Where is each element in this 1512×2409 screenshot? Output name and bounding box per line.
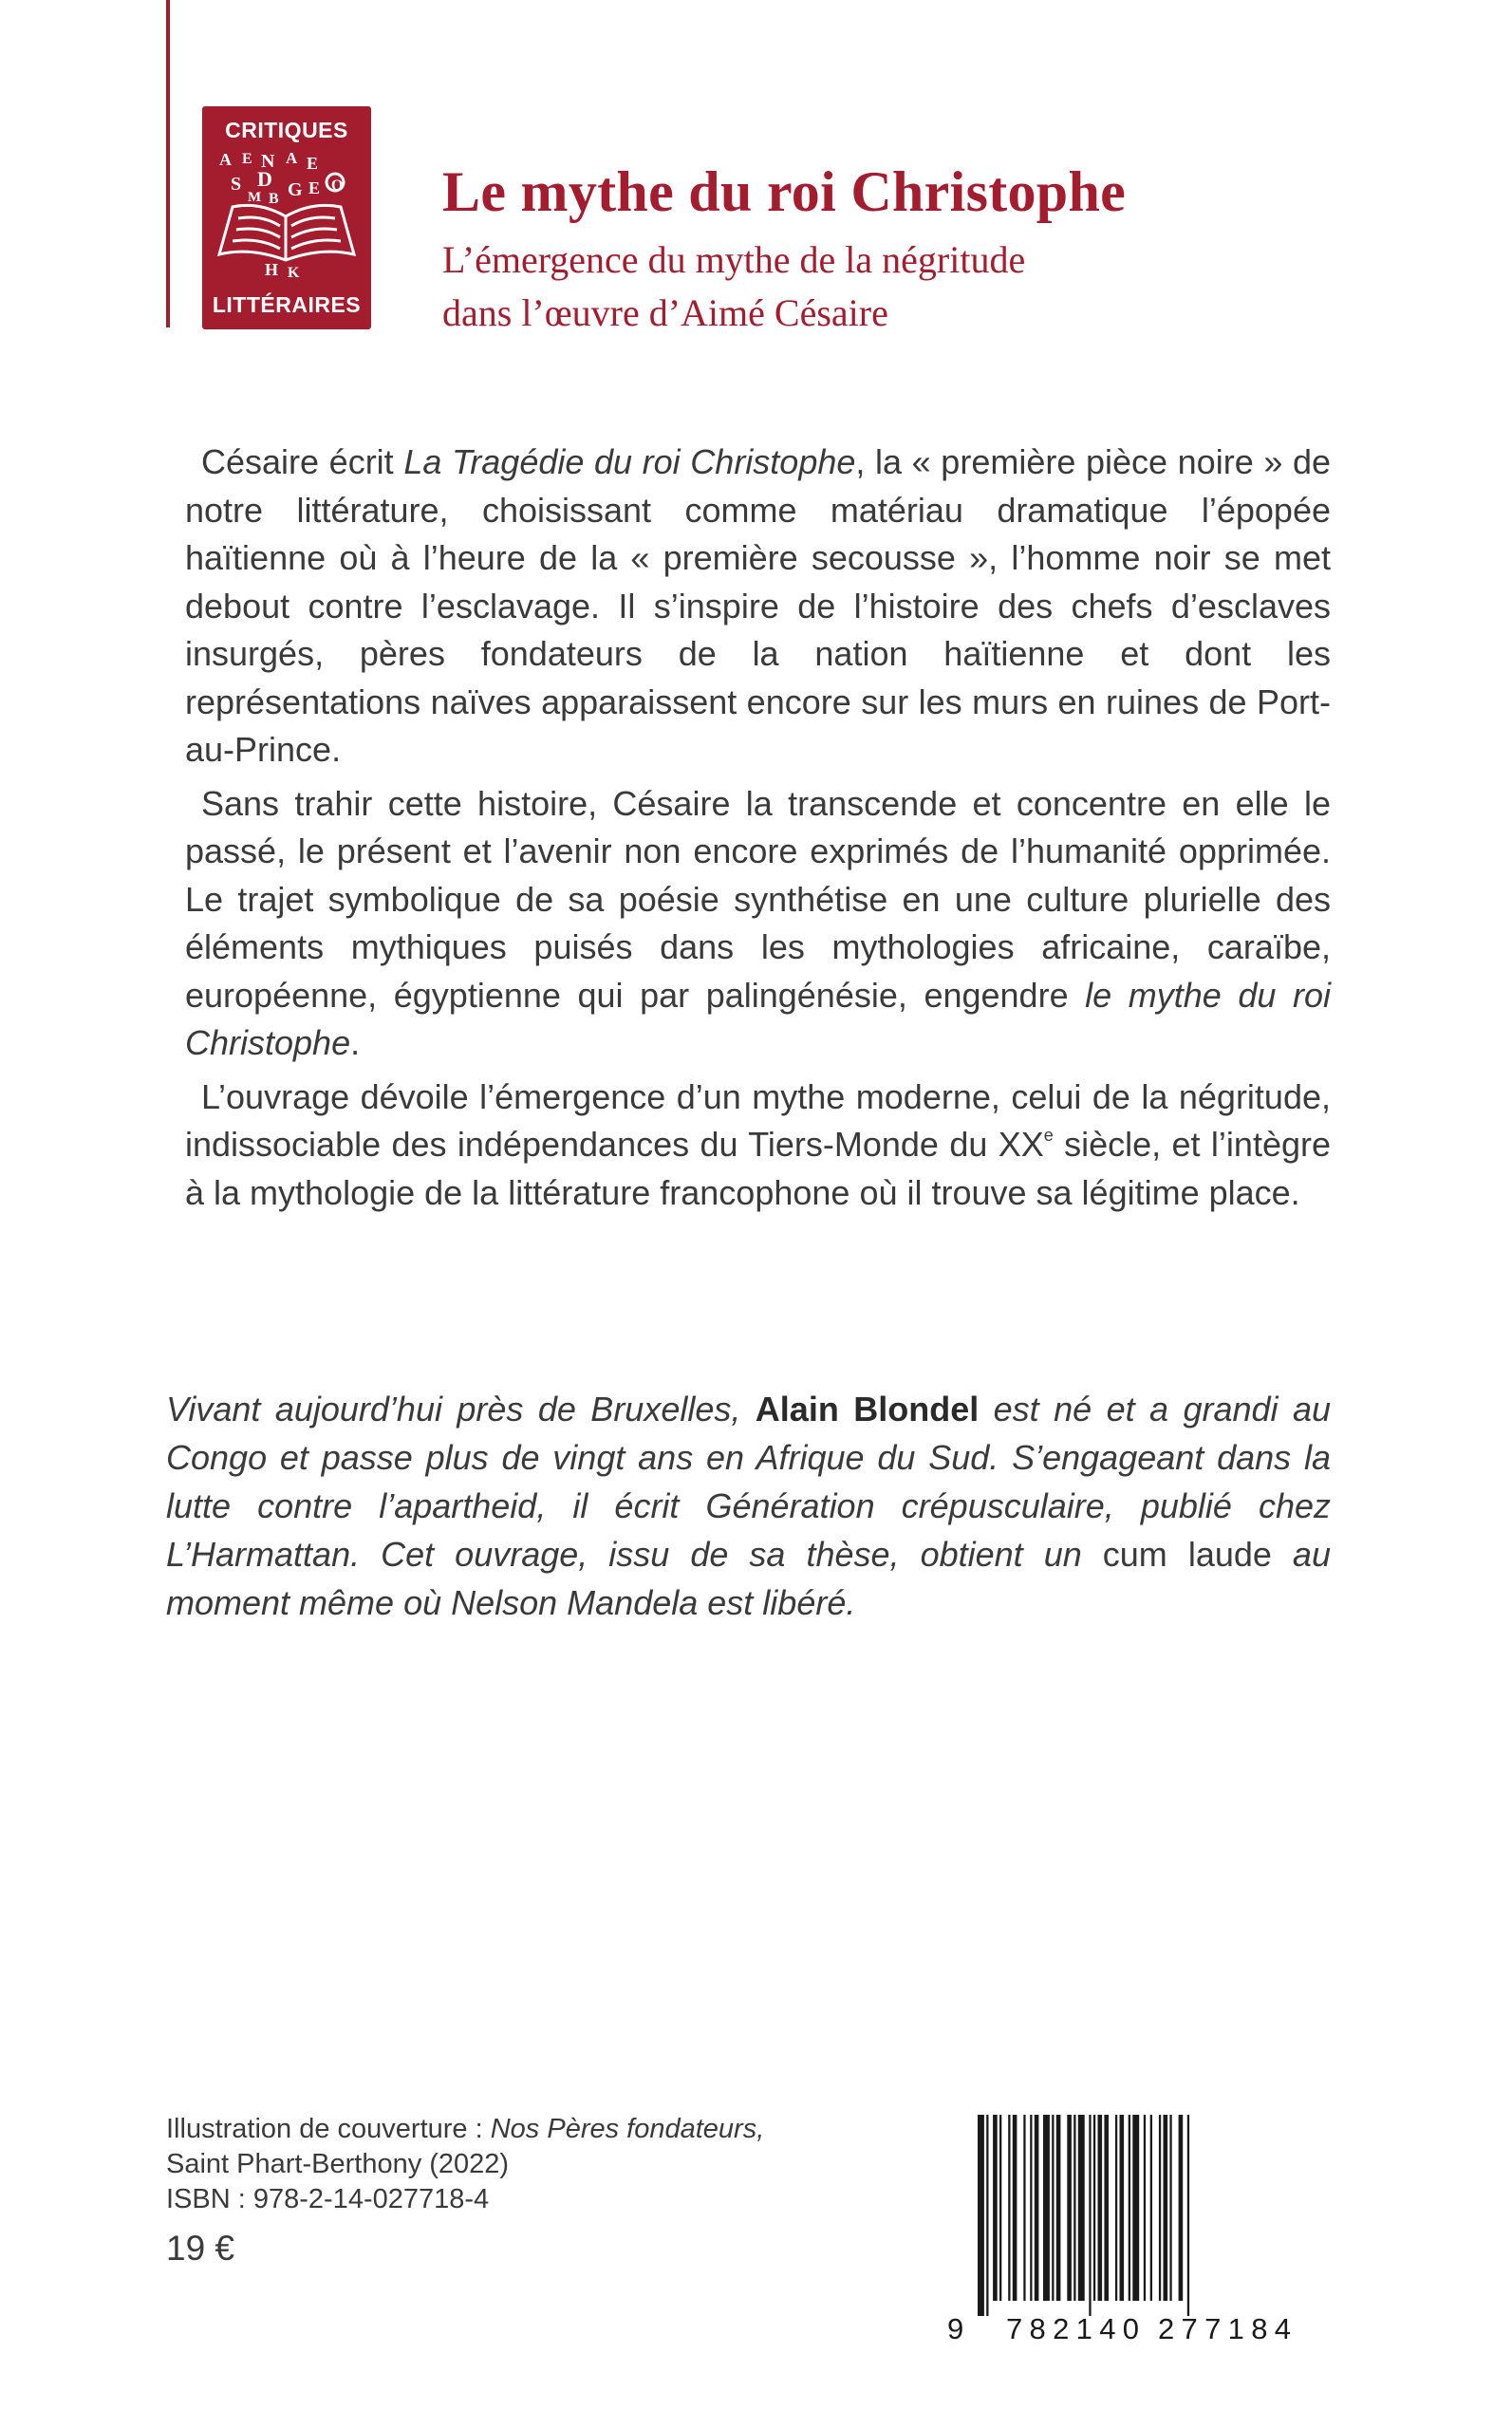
svg-text:M: M [248,190,262,205]
barcode-bar [1104,2115,1109,2301]
price: 19 € [166,2229,235,2268]
illustration-artist: Saint Phart-Berthony (2022) [166,2149,510,2179]
svg-text:A: A [286,149,298,167]
barcode-bar [1043,2115,1050,2301]
summary-p3-text: L’ouvrage dévoile l’émergence d’un mythe moderne, celui de la négritude, indissociable des indépendances du Tiers-Monde du XX [185,1076,1331,1164]
logo-top-text: CRITIQUES [225,118,348,142]
summary-p1-text: Césaire écrit [201,442,404,481]
barcode-bar [1129,2115,1130,2301]
credits-block [166,2112,831,2266]
red-vertical-rule [166,0,170,327]
barcode-bar [1078,2115,1085,2301]
barcode-bar [999,2115,1001,2301]
svg-text:S: S [231,174,242,195]
summary-p3-text-end: siècle, et l’intègre à la mythologie de la littérature francophone où il trouve sa légitime place. [185,1125,1331,1212]
barcode-group-1: 782140 [1006,2312,1139,2345]
summary-p2-text: Sans trahir cette histoire, Césaire la transcende et concentre en elle le passé, le présent et l’avenir non encore exprimés de l’humanité opprimée. Le trajet symbolique de sa poésie synthétise en une culture plurielle des éléments mythiques puisés dans les mythologies africaine, caraïbe, européenne, égyptienne qui par palingénésie, engendre [185,783,1331,1015]
isbn-barcode [942,2109,1331,2346]
barcode-bar [1052,2115,1054,2301]
isbn: ISBN : 978-2-14-027718-4 [166,2184,490,2214]
summary-paragraph-1 [185,439,1331,775]
svg-text:B: B [269,191,279,207]
barcode-bar [1164,2115,1168,2301]
barcode-bar [1030,2115,1032,2301]
logo-bottom-text: LITTÉRAIRES [212,292,362,317]
barcode-bar [1056,2115,1061,2301]
svg-text:A: A [219,150,232,169]
barcode-bar [1150,2115,1152,2301]
barcode-bar [1187,2115,1189,2316]
illustration-label: Illustration de couverture : [166,2114,491,2144]
barcode-bar [1169,2115,1171,2301]
bio-text-3: au moment même où Nelson Mandela est libéré. [166,1535,1331,1622]
barcode-bar [1008,2115,1010,2301]
barcode-first-digit: 9 [947,2312,964,2345]
author-name: Alain Blondel [755,1390,980,1429]
subtitle-line-1: L’émergence du mythe de la négritude [442,238,1026,281]
barcode-bar [993,2115,998,2301]
svg-text:O: O [331,177,344,194]
book-title: Le mythe du roi Christophe [442,160,1127,223]
illustration-credit [166,2112,831,2147]
summary-p1-text-end: , la « première pièce noire » de notre littérature, choisissant comme matériau dramatique l’épopée haïtienne où à l’heure de la « première secousse », l’homme noir se met debout contre l’esclavage. Il s’inspire de l’histoire des chefs d’esclaves insurgés, pères fondateurs de la nation haïtienne et dont les représentations naïves apparaissent encore sur les murs en ruines de Port-au-Prince. [185,442,1332,769]
barcode-bar [1093,2115,1095,2301]
barcode-bar [1098,2115,1103,2301]
barcode-bar [1067,2115,1072,2301]
summary-p2-text-end: . [350,1023,361,1062]
bio-text-1: Vivant aujourd’hui près de Bruxelles, [166,1390,756,1429]
svg-text:G: G [288,179,303,200]
bio-upright-text: cum laude [1102,1535,1272,1574]
barcode-bar [1179,2115,1184,2301]
summary-p2-italic: le mythe du roi Christophe [185,975,1332,1062]
barcode-bar [1073,2115,1075,2301]
collection-logo [202,106,371,329]
book-subtitle [442,233,1025,340]
barcode-bar [1132,2115,1139,2301]
summary-paragraph-3 [185,1074,1331,1218]
bio-text-2: est né et a grandi au Congo et passe plus de vingt ans en Afrique du Sud. S’engageant dans la lutte contre l’apartheid, il écrit Génération crépusculaire, publié chez L’Harmattan. Cet ouvrage, issu de sa thèse, obtient un [166,1390,1331,1574]
barcode-bar [1144,2115,1146,2301]
back-cover-summary [185,439,1331,1217]
barcode-bars [978,2115,1189,2316]
summary-paragraph-2 [185,780,1331,1068]
barcode-bar [1089,2115,1091,2316]
svg-text:D: D [257,167,272,191]
century-superscript: e [1043,1126,1054,1145]
open-book-with-letters-icon [210,148,364,281]
illustration-title: Nos Pères fondateurs, [490,2114,765,2144]
svg-text:N: N [261,151,275,172]
summary-p1-italic: La Tragédie du roi Christophe [403,442,856,481]
barcode-bar [1115,2115,1117,2301]
subtitle-line-2: dans l’œuvre d’Aimé Césaire [442,291,888,334]
barcode-group-2: 277184 [1158,2312,1291,2345]
barcode-bar [1120,2115,1125,2301]
svg-text:H: H [265,260,279,279]
svg-text:K: K [288,265,300,281]
barcode-bar [978,2115,984,2316]
barcode-bar [1035,2115,1039,2301]
svg-text:E: E [308,178,321,197]
barcode-bar [1023,2115,1025,2301]
barcode-bar [1159,2115,1161,2301]
svg-text:E: E [242,151,252,167]
author-bio [166,1385,1331,1627]
svg-text:E: E [307,154,319,173]
barcode-bar [1013,2115,1017,2301]
barcode-bar [986,2115,988,2316]
